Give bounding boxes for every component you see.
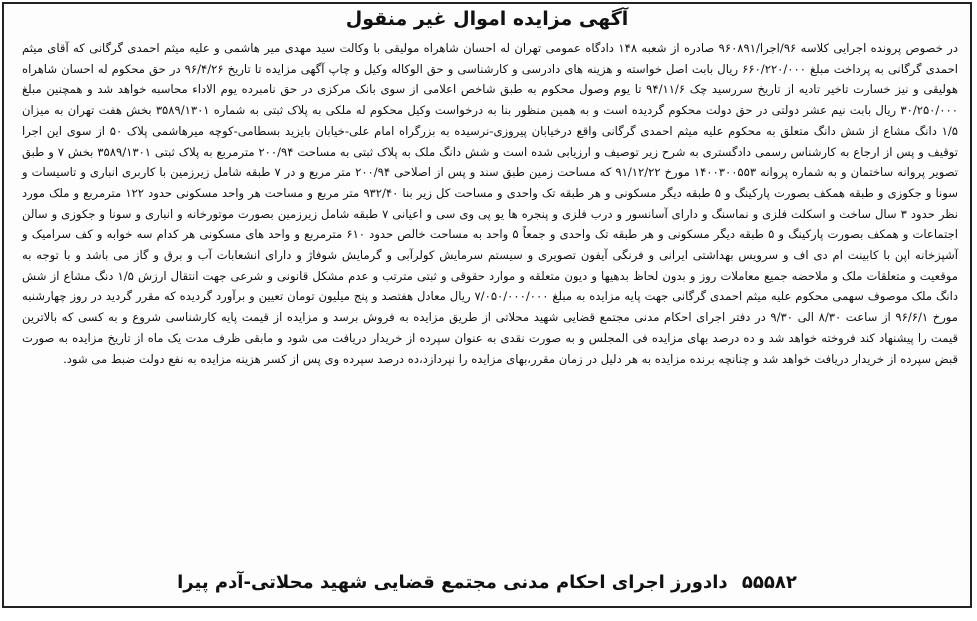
notice-signature <box>4 572 970 593</box>
notice-title: آگهی مزایده اموال غیر منقول <box>345 8 629 30</box>
notice-frame <box>2 2 972 608</box>
notice-signatory: دادورز اجرای احکام مدنی مجتمع قضایی شهید محلاتی-آدم پیرا <box>177 572 728 593</box>
bottom-strip <box>0 610 977 621</box>
notice-body: در خصوص پرونده اجرایی کلاسه ۹۶/اجرا/۹۶۰۸۹۱ صادره از شعبه ۱۴۸ دادگاه عمومی تهران له احسان شاهراه مولیقی با وکالت سید مهدی میر هاشمی و علیه میثم احمدی گرگانی که آقای میثم احمدی گرگانی به پرداخت مبلغ ۶۶۰/۲۲۰/۰۰۰ ریال بابت اصل خواسته و هزینه های دادرسی و کارشناسی و حق الوکاله وکیل و چاپ آگهی مزایده تا تاریخ ۹۶/۴/۲۶ در حق محکوم له احسان شاهراه هولیقی و نیز خسارت تاخیر تادیه از تاریخ سررسید چک ۹۴/۱۱/۶ تا یوم وصول محکوم به طبق شاخص اعلامی از سوی بانک مرکزی در حق نامبرده یوم الاداء محاسبه خواهد شد و همچنین مبلغ ۳۰/۲۵۰/۰۰۰ ریال بابت نیم عشر دولتی در حق دولت محکوم گردیده است و به همین منظور بنا به درخواست وکیل محکوم له ملکی به پلاک ثبتی به شماره ۳۵۸۹/۱۳۰۱ بخش هفت تهران به میزان ۱/۵ دانگ مشاع از شش دانگ متعلق به محکوم علیه میثم احمدی گرگانی واقع درخیابان پیروزی-نرسیده به بزرگراه امام علی-خیابان بایزید بسطامی-کوچه میرهاشمی پلاک ۵۰ از سوی این اجرا توقیف و پس از ارجاع به کارشناس رسمی دادگستری به شرح زیر توصیف و ارزیابی شده است و شش دانگ ملک به پلاک ثبتی به مساحت ۲۰۰/۹۴ مترمربع به پلاک ثبتی ۳۵۸۹/۱۳۰۱ بخش ۷ و طبق تصویر پروانه ساختمان و به شماره پروانه ۱۴۰۰۳۰۰۵۵۳ مورخ ۹۱/۱۲/۲۲ که مساحت زمین طبق سند و پس از اصلاحی ۲۰۰/۹۴ متر مربع و در ۷ طبقه شامل زیرزمین با کاربری انباری و تاسیسات و سونا و جکوزی و طبقه همکف بصورت پارکینگ و ۵ طبقه دیگر مسکونی و هر طبقه تک واحدی و مساحت کل زیر بنا ۹۳۲/۴۰ متر مربع و مساحت هر واحد مسکونی حدود ۱۲۲ مترمربع و ملک مورد نظر حدود ۳ سال ساخت و اسکلت فلزی و نماسنگ و دارای آسانسور و درب فلزی و پنجره ها یو پی وی سی و اعیانی ۷ طبقه شامل زیرزمین بصورت موتورخانه و انباری و سونا و جکوزی و سالن اجتماعات و همکف بصورت پارکینگ و ۵ طبقه دیگر مسکونی و هر طبقه تک واحدی و جمعاً ۵ واحد به مساحت خالص حدود ۶۱۰ مترمربع و واحد های مسکونی هر کدام سه خوابه و کف سرامیک و آشپزخانه اپن با کابینت ام دی اف و سرویس بهداشتی ایرانی و فرنگی آیفون تصویری و سیستم سرمایش کولرآبی و گرمایش شوفاژ و دارای انشعابات آب و برق و گاز می باشد و با توجه به موقعیت و متعلقات ملک و ملاحضه جمیع معاملات روز و بدون لحاظ بدهیها و دیون متعلقه و موارد حقوقی و ثبتی مترتب و عدم مشکل قانونی و شرعی جهت انتقال ارزش ۱/۵ دنگ مشاع از شش دانگ ملک موصوف سهمی محکوم علیه میثم احمدی گرگانی جهت پایه مزایده به مبلغ ۷/۰۵۰/۰۰۰/۰۰۰ ریال معادل هفتصد و پنج میلیون تومان تعیین و برآورد گردیده که مقرر گردید در روز چهارشنبه مورخ ۹۶/۶/۱ از ساعت ۸/۳۰ الی ۹/۳۰ در دفتر اجرای احکام مدنی مجتمع قضایی شهید محلاتی از طریق مزایده به فروش برسد و مزایده از قیمت پایه کارشناسی شروع و به کسی که بالاترین قیمت را پیشنهاد کند فروخته خواهد شد و ده درصد بهای مزایده فی المجلس و به صورت نقدی به عنوان سپرده از خریدار دریافت می شود و مابقی ظرف مدت یک ماه از تاریخ مزایده به صورت قبض سپرده از خریدار دریافت خواهد شد و چنانچه برنده مزایده به هر دلیل در زمان مقرر،بهای مزایده را نپردازد،ده درصد سپرده وی پس از کسر هزینه مزایده به نفع دولت ضبط می شود. <box>22 41 959 366</box>
notice-code: ۵۵۵۸۲ <box>741 572 797 593</box>
